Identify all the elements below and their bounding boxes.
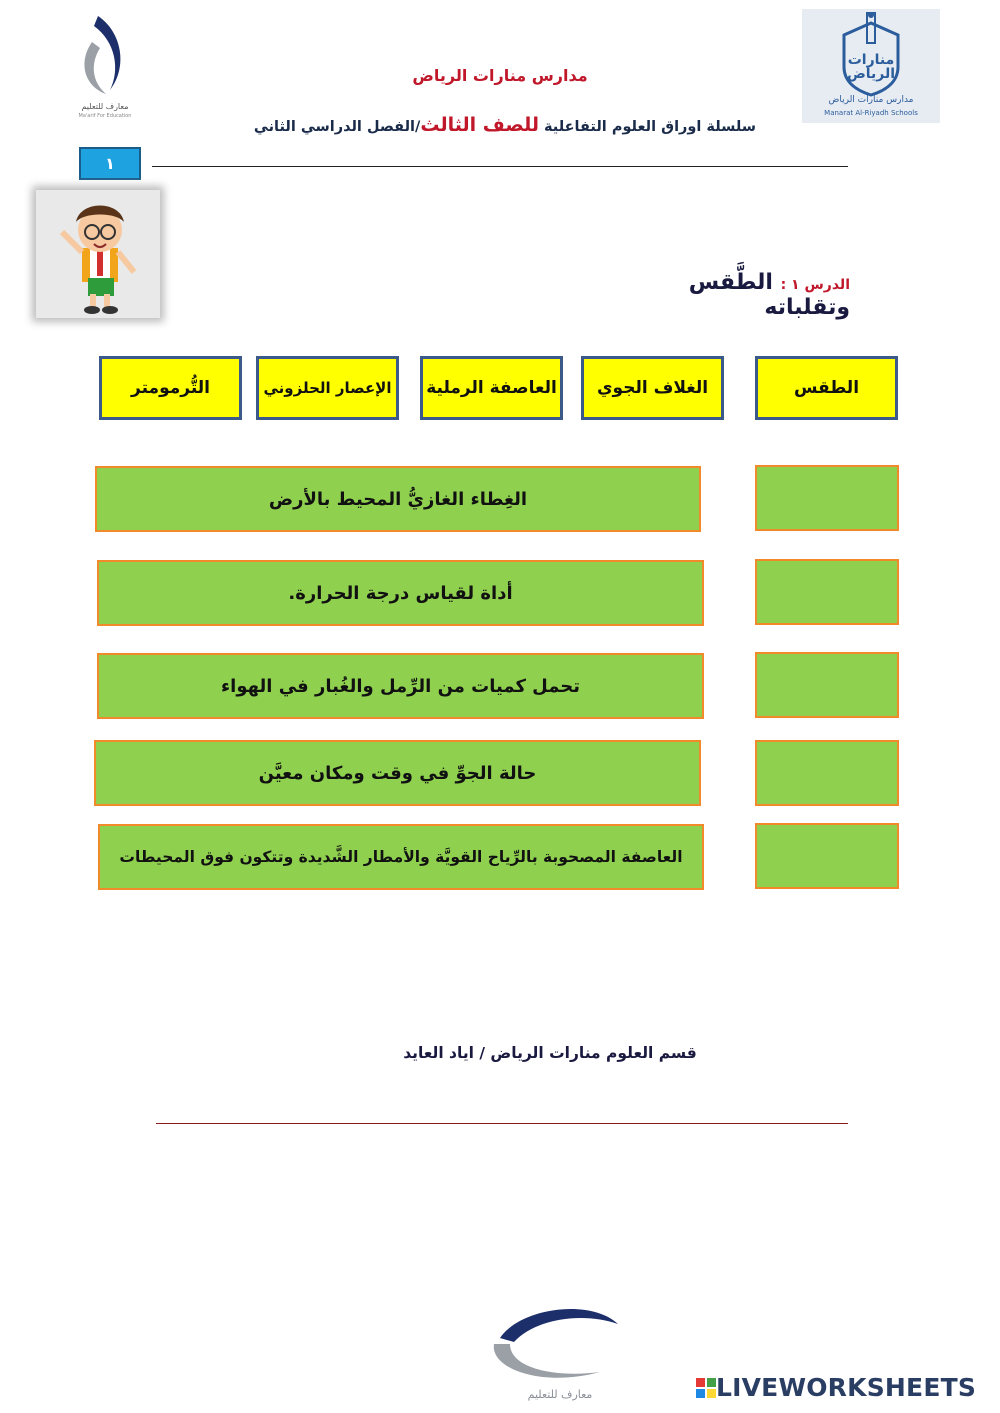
liveworksheets-text: LIVEWORKSHEETS: [716, 1373, 977, 1402]
school-logo-subtitle-ar: مدارس منارات الرياض: [828, 95, 914, 105]
answer-box-1[interactable]: [755, 465, 899, 531]
word-bank-item[interactable]: العاصفة الرملية: [420, 356, 563, 420]
series-title-part1: سلسلة اوراق العلوم التفاعلية: [538, 119, 757, 135]
definition-5: العاصفة المصحوبة بالرِّياح القويَّة والأمطار الشَّديدة وتتكون فوق المحيطات: [98, 824, 704, 890]
answer-box-3[interactable]: [755, 652, 899, 718]
maarif-bottom-caption: معارف للتعليم: [527, 1388, 593, 1401]
answer-box-2[interactable]: [755, 559, 899, 625]
answer-box-4[interactable]: [755, 740, 899, 806]
maarif-logo-caption-en: Ma'arif For Education: [78, 113, 132, 119]
footer-credit: قسم العلوم منارات الرياض / اياد العايد: [403, 1044, 697, 1062]
school-logo: [802, 9, 940, 123]
lesson-label: الدرس ١ :: [780, 277, 850, 293]
word-bank-item[interactable]: الإعصار الحلزوني: [256, 356, 399, 420]
answer-box-5[interactable]: [755, 823, 899, 889]
page-number-badge: ١: [79, 147, 141, 180]
word-bank-item[interactable]: التُّرمومتر: [99, 356, 242, 420]
maarif-logo: [70, 12, 140, 122]
lesson-heading: [600, 270, 850, 320]
header-divider: [152, 166, 848, 167]
maarif-logo-caption: معارف للتعليم: [81, 102, 129, 111]
school-name: مدارس منارات الرياض: [412, 66, 588, 85]
definition-3: تحمل كميات من الرِّمل والغُبار في الهواء: [97, 653, 704, 719]
series-title-part2: /الفصل الدراسي الثاني: [253, 119, 421, 135]
series-title: [250, 114, 760, 136]
school-logo-subtitle-en: Manarat Al-Riyadh Schools: [824, 109, 918, 117]
maarif-bottom-logo: [480, 1298, 630, 1388]
liveworksheets-brand: [696, 1373, 976, 1404]
lesson-title: الطَّقس وتقلباته: [688, 270, 850, 320]
student-cartoon: [36, 190, 160, 318]
definition-1: الغِطاء الغازيُّ المحيط بالأرض: [95, 466, 701, 532]
word-bank-item[interactable]: الطقس: [755, 356, 898, 420]
definition-4: حالة الجوِّ في وقت ومكان معيَّن: [94, 740, 701, 806]
footer-divider: [156, 1123, 848, 1124]
definition-2: أداة لقياس درجة الحرارة.: [97, 560, 704, 626]
series-title-grade: للصف الثالث: [420, 114, 539, 136]
word-bank-item[interactable]: الغلاف الجوي: [581, 356, 724, 420]
school-logo-title: منارات الرياض: [846, 52, 896, 82]
liveworksheets-icon: [696, 1375, 716, 1404]
